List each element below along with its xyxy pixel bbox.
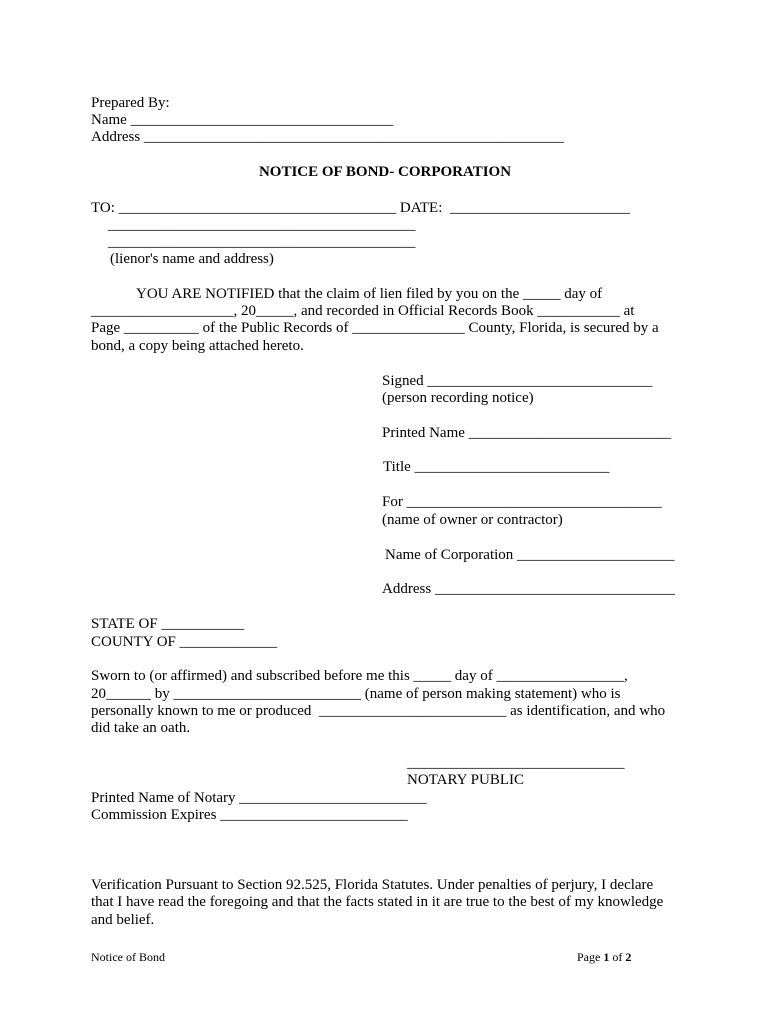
jurat-line-1: Sworn to (or affirmed) and subscribed before me this _____ day of _________________, [91, 668, 628, 684]
signed-caption: (person recording notice) [382, 390, 534, 406]
notary-signature-line[interactable]: _____________________________ [407, 755, 625, 771]
verification-line-1: Verification Pursuant to Section 92.525, Florida Statutes. Under penalties of perjury, I declare [91, 877, 654, 893]
document-title: NOTICE OF BOND- CORPORATION [258, 164, 512, 180]
footer-page-word: Page [577, 950, 604, 964]
footer-page-total: 2 [625, 950, 632, 964]
footer-page-current: 1 [603, 950, 610, 964]
footer-doc-name: Notice of Bond [91, 950, 165, 964]
notice-line-2: ___________________, 20_____, and recorded in Official Records Book ___________ at [91, 303, 635, 319]
commission-expires-field[interactable]: Commission Expires _________________________ [91, 807, 408, 823]
lienor-address-line-3[interactable]: _________________________________________ [108, 234, 416, 250]
notice-line-3: Page __________ of the Public Records of _______________ County, Florida, is secured by a [91, 320, 659, 336]
signed-field[interactable]: Signed ______________________________ [382, 373, 653, 389]
notice-line-1: YOU ARE NOTIFIED that the claim of lien filed by you on the _____ day of [136, 286, 603, 302]
title-field[interactable]: Title __________________________ [383, 459, 610, 475]
to-date-line[interactable]: TO: _____________________________________ DATE: ________________________ [91, 200, 630, 216]
state-of-field[interactable]: STATE OF ___________ [91, 616, 244, 632]
notary-printed-name-field[interactable]: Printed Name of Notary _________________________ [91, 790, 427, 806]
for-caption: (name of owner or contractor) [382, 512, 563, 528]
verification-line-3: and belief. [91, 912, 155, 928]
preparer-address-field[interactable]: Address ________________________________________________________ [91, 129, 564, 145]
county-of-field[interactable]: COUNTY OF _____________ [91, 634, 278, 650]
lienor-address-line-2[interactable]: _________________________________________ [108, 217, 416, 233]
jurat-line-3: personally known to me or produced _________________________ as identification, and who [91, 703, 666, 719]
lienor-caption: (lienor's name and address) [110, 251, 274, 267]
prepared-by-label: Prepared By: [91, 95, 170, 111]
footer-page-of: of [609, 950, 626, 964]
notice-line-4: bond, a copy being attached hereto. [91, 338, 304, 354]
corporation-name-field[interactable]: Name of Corporation _____________________ [385, 547, 675, 563]
verification-line-2: that I have read the foregoing and that the facts stated in it are true to the best of my knowledge [91, 894, 664, 910]
footer-page-number [577, 949, 631, 966]
signer-address-field[interactable]: Address ________________________________ [382, 581, 675, 597]
printed-name-field[interactable]: Printed Name ___________________________ [382, 425, 672, 441]
preparer-name-field[interactable]: Name ___________________________________ [91, 112, 394, 128]
jurat-line-2: 20______ by _________________________ (name of person making statement) who is [91, 686, 621, 702]
jurat-line-4: did take an oath. [91, 720, 191, 736]
for-field[interactable]: For __________________________________ [382, 494, 662, 510]
notary-public-label: NOTARY PUBLIC [407, 772, 525, 788]
